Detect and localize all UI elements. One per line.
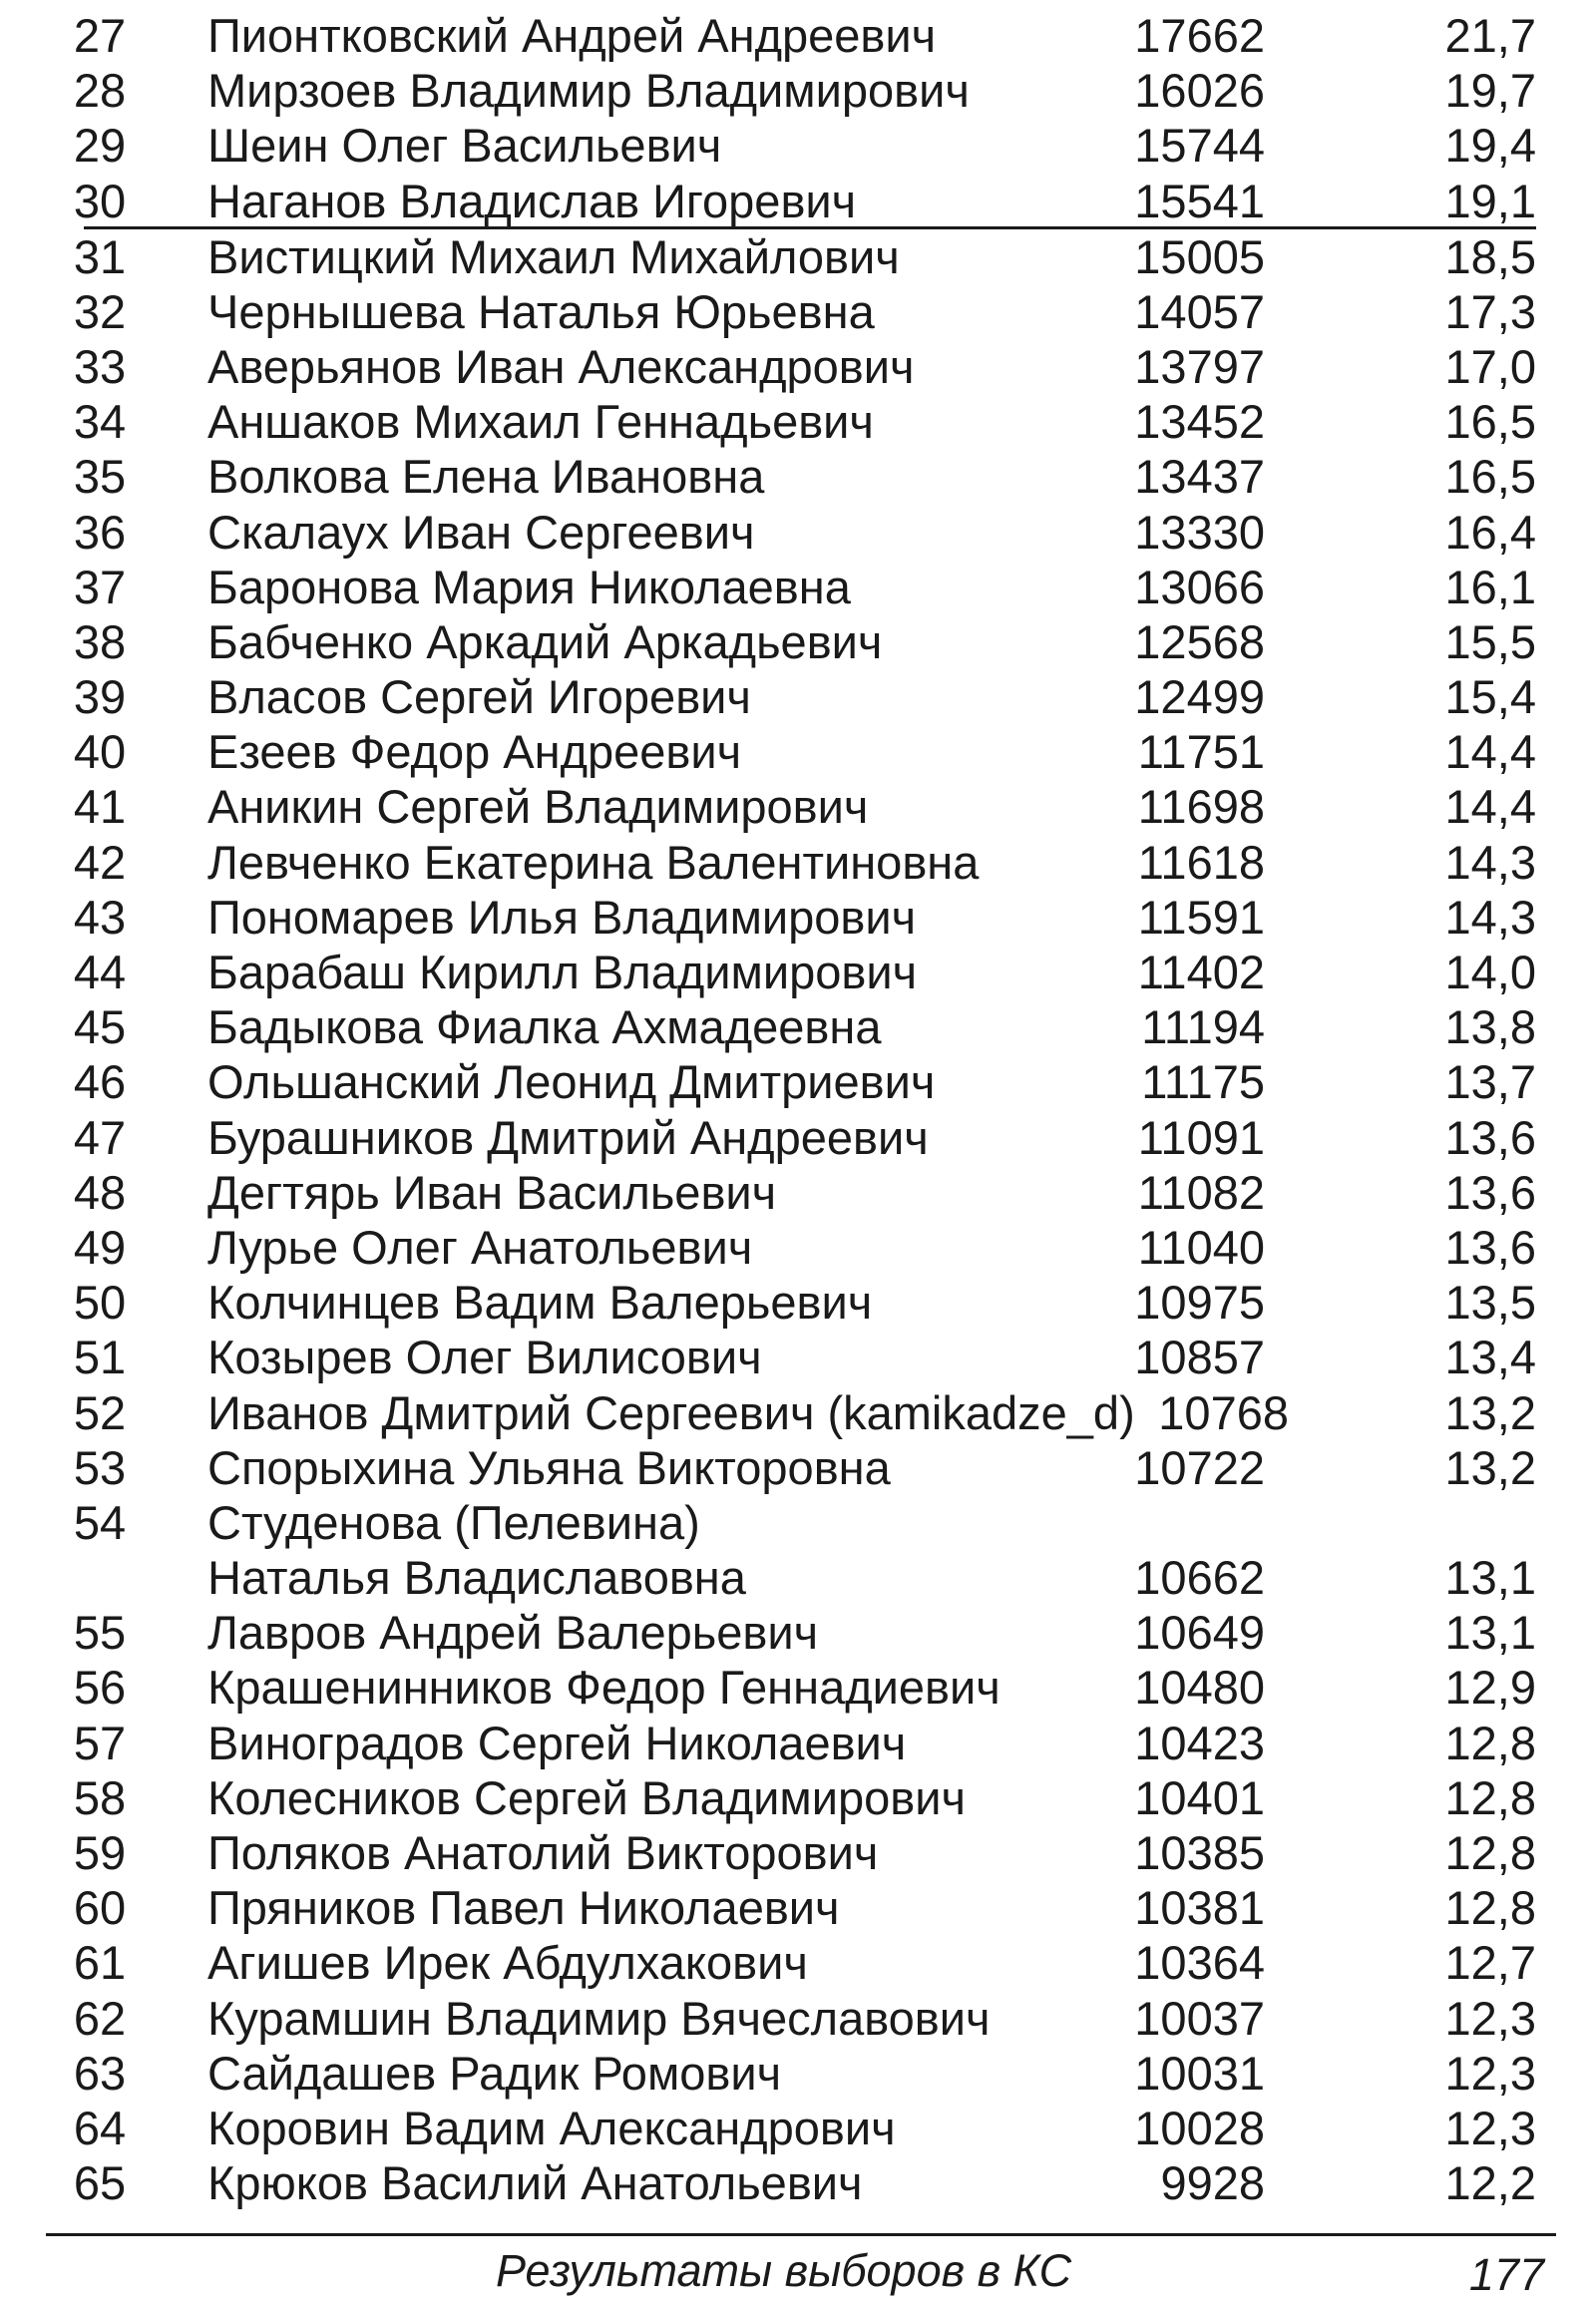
vote-percent: 12,3: [1444, 2046, 1536, 2100]
vote-percent: 13,8: [1444, 1000, 1536, 1054]
row-number: 39: [73, 670, 127, 724]
row-number: 61: [73, 1936, 127, 1990]
table-row: [0, 1330, 1596, 1384]
table-row: [0, 1770, 1596, 1825]
row-number: 59: [73, 1826, 127, 1879]
table-row: [0, 1054, 1596, 1109]
vote-count: 11751: [1137, 725, 1265, 779]
candidate-name: Коровин Вадим Александрович: [207, 2101, 896, 2154]
vote-percent: 12,8: [1444, 1826, 1536, 1879]
vote-count: 10649: [1134, 1606, 1265, 1660]
vote-percent: 14,3: [1444, 890, 1536, 944]
vote-count: 10975: [1134, 1276, 1265, 1330]
candidate-name: Бадыкова Фиалка Ахмадеевна: [207, 1000, 882, 1054]
candidate-name: Бабченко Аркадий Аркадьевич: [207, 614, 883, 668]
table-row: [0, 505, 1596, 560]
row-number: 46: [73, 1055, 127, 1109]
candidate-name: Скалаух Иван Сергеевич: [207, 505, 755, 559]
candidate-name: Наталья Владиславовна: [207, 1551, 746, 1605]
vote-count: 10768: [1158, 1385, 1289, 1439]
candidate-name: Пионтковский Андрей Андреевич: [207, 9, 937, 62]
vote-percent: 19,1: [1444, 174, 1536, 227]
vote-count: 11091: [1137, 1110, 1265, 1164]
candidate-name: Спорыхина Ульяна Викторовна: [207, 1440, 891, 1494]
vote-percent: 12,7: [1444, 1936, 1536, 1990]
table-row: [0, 1440, 1596, 1495]
vote-percent: 14,3: [1444, 835, 1536, 889]
vote-count: 10423: [1134, 1716, 1265, 1769]
table-row: [0, 394, 1596, 449]
table-row: [0, 118, 1596, 173]
vote-percent: 13,2: [1444, 1440, 1536, 1494]
table-row: [0, 1550, 1596, 1605]
candidate-name: Барабаш Кирилл Владимирович: [207, 946, 918, 998]
row-number: 37: [73, 560, 127, 613]
table-row: [0, 1220, 1596, 1275]
table-row: [0, 1165, 1596, 1220]
page-number: 177: [1468, 2249, 1544, 2300]
vote-count: 12499: [1134, 670, 1265, 724]
vote-count: 16026: [1134, 64, 1265, 118]
vote-percent: 13,4: [1444, 1331, 1536, 1384]
row-number: 52: [73, 1385, 127, 1439]
candidate-name: Виноградов Сергей Николаевич: [207, 1716, 907, 1769]
table-row: [0, 8, 1596, 63]
vote-percent: 12,9: [1444, 1661, 1536, 1715]
candidate-name: Пономарев Илья Владимирович: [207, 890, 917, 944]
table-row: [0, 284, 1596, 339]
row-number: 53: [73, 1440, 127, 1494]
table-row: [0, 835, 1596, 890]
candidate-name: Колчинцев Вадим Валерьевич: [207, 1276, 873, 1330]
vote-count: 15744: [1134, 119, 1265, 173]
vote-percent: 14,4: [1444, 725, 1536, 779]
vote-count: 10028: [1134, 2101, 1265, 2154]
vote-percent: 13,6: [1444, 1165, 1536, 1219]
vote-count: 10401: [1134, 1770, 1265, 1824]
vote-count: 10037: [1134, 1991, 1265, 2045]
candidate-name: Ольшанский Леонид Дмитриевич: [207, 1055, 936, 1109]
table-row: [0, 339, 1596, 394]
row-number: 43: [73, 890, 127, 944]
candidate-name: Крашенинников Федор Геннадиевич: [207, 1661, 1000, 1715]
row-number: 58: [73, 1770, 127, 1824]
table-row: [0, 560, 1596, 614]
vote-percent: 13,5: [1444, 1276, 1536, 1330]
table-row: [0, 2046, 1596, 2101]
row-number: 49: [73, 1220, 127, 1274]
vote-count: 11082: [1137, 1165, 1265, 1219]
vote-count: 15541: [1134, 174, 1265, 227]
vote-count: 13330: [1134, 505, 1265, 559]
vote-count: 9928: [1160, 2156, 1265, 2210]
row-number: 60: [73, 1881, 127, 1935]
row-number: 36: [73, 505, 127, 559]
table-row: [0, 2155, 1596, 2210]
table-row: [0, 1495, 1596, 1550]
vote-percent: 12,2: [1444, 2156, 1536, 2210]
vote-percent: 12,3: [1444, 1991, 1536, 2045]
candidate-name: Лурье Олег Анатольевич: [207, 1220, 753, 1274]
table-row: [0, 1660, 1596, 1715]
vote-percent: 21,7: [1444, 9, 1536, 62]
candidate-name: Иванов Дмитрий Сергеевич (kamikadze_d): [207, 1385, 1135, 1439]
candidate-name: Аверьянов Иван Александрович: [207, 339, 915, 393]
candidate-name: Власов Сергей Игоревич: [207, 670, 751, 724]
table-row: [0, 449, 1596, 504]
row-number: 42: [73, 835, 127, 889]
table-row: [0, 999, 1596, 1054]
vote-count: 10364: [1134, 1936, 1265, 1990]
footer-title: Результаты выборов в КС: [496, 2245, 1072, 2296]
table-row: [0, 724, 1596, 779]
table-row: [0, 614, 1596, 669]
vote-count: 11402: [1137, 946, 1265, 998]
row-number: 31: [73, 229, 127, 283]
vote-percent: 13,6: [1444, 1220, 1536, 1274]
table-row: [0, 1880, 1596, 1935]
candidate-name: Курамшин Владимир Вячеславович: [207, 1991, 991, 2045]
vote-percent: 13,1: [1444, 1606, 1536, 1660]
row-number: 45: [73, 1000, 127, 1054]
vote-percent: 17,3: [1444, 284, 1536, 338]
table-row: [0, 1825, 1596, 1880]
row-number: 35: [73, 450, 127, 504]
table-row: [0, 890, 1596, 945]
row-number: 57: [73, 1716, 127, 1769]
vote-percent: 13,7: [1444, 1055, 1536, 1109]
row-number: 44: [73, 946, 127, 998]
vote-percent: 16,5: [1444, 450, 1536, 504]
candidate-name: Мирзоев Владимир Владимирович: [207, 64, 970, 118]
candidate-name: Агишев Ирек Абдулхакович: [207, 1936, 808, 1990]
candidate-name: Аншаков Михаил Геннадьевич: [207, 395, 874, 449]
table-row: [0, 1385, 1596, 1440]
vote-percent: 13,1: [1444, 1551, 1536, 1605]
table-row: [0, 779, 1596, 834]
vote-percent: 18,5: [1444, 229, 1536, 283]
vote-count: 10662: [1134, 1551, 1265, 1605]
vote-count: 10381: [1134, 1881, 1265, 1935]
vote-percent: 17,0: [1444, 339, 1536, 393]
vote-count: 10857: [1134, 1331, 1265, 1384]
candidate-name: Бурашников Дмитрий Андреевич: [207, 1110, 929, 1164]
row-number: 38: [73, 614, 127, 668]
vote-count: 10722: [1134, 1440, 1265, 1494]
candidate-name: Козырев Олег Вилисович: [207, 1331, 762, 1384]
vote-percent: 13,2: [1444, 1385, 1536, 1439]
vote-count: 10385: [1134, 1826, 1265, 1879]
vote-count: 11591: [1137, 890, 1265, 944]
vote-count: 17662: [1134, 9, 1265, 62]
candidate-name: Наганов Владислав Игоревич: [207, 174, 857, 227]
row-number: 32: [73, 284, 127, 338]
vote-count: 11618: [1137, 835, 1265, 889]
candidate-name: Поляков Анатолий Викторович: [207, 1826, 879, 1879]
vote-count: 10031: [1134, 2046, 1265, 2100]
vote-percent: 12,8: [1444, 1881, 1536, 1935]
table-row: [0, 669, 1596, 724]
vote-percent: 19,7: [1444, 64, 1536, 118]
candidate-name: Крюков Василий Анатольевич: [207, 2156, 863, 2210]
table-row: [0, 1935, 1596, 1990]
table-row: [0, 945, 1596, 999]
candidate-name: Баронова Мария Николаевна: [207, 560, 851, 613]
vote-percent: 12,3: [1444, 2101, 1536, 2154]
footer-divider: [46, 2233, 1556, 2236]
vote-count: 13797: [1134, 339, 1265, 393]
row-number: 54: [73, 1495, 127, 1549]
candidate-name: Лавров Андрей Валерьевич: [207, 1606, 819, 1660]
table-row: [0, 229, 1596, 284]
vote-percent: 16,4: [1444, 505, 1536, 559]
table-row: [0, 1275, 1596, 1330]
vote-percent: 13,6: [1444, 1110, 1536, 1164]
candidate-name: Пряников Павел Николаевич: [207, 1881, 840, 1935]
vote-percent: 14,0: [1444, 946, 1536, 998]
vote-percent: 16,5: [1444, 395, 1536, 449]
row-number: 55: [73, 1606, 127, 1660]
candidate-name: Дегтярь Иван Васильевич: [207, 1165, 777, 1219]
candidate-name: Аникин Сергей Владимирович: [207, 780, 869, 834]
vote-count: 13452: [1134, 395, 1265, 449]
vote-count: 14057: [1134, 284, 1265, 338]
row-number: 33: [73, 339, 127, 393]
candidate-name: Волкова Елена Ивановна: [207, 450, 765, 504]
row-number: 63: [73, 2046, 127, 2100]
table-row: [0, 1110, 1596, 1165]
vote-count: 11194: [1141, 1000, 1265, 1054]
row-number: 29: [73, 119, 127, 173]
candidate-name: Вистицкий Михаил Михайлович: [207, 229, 900, 283]
vote-percent: 12,8: [1444, 1716, 1536, 1769]
row-number: 62: [73, 1991, 127, 2045]
table-row: [0, 1716, 1596, 1770]
row-number: 41: [73, 780, 127, 834]
table-row: [0, 2101, 1596, 2155]
vote-percent: 19,4: [1444, 119, 1536, 173]
results-table: [0, 8, 1596, 2210]
candidate-name: Шеин Олег Васильевич: [207, 119, 722, 173]
vote-count: 13437: [1134, 450, 1265, 504]
vote-percent: 15,4: [1444, 670, 1536, 724]
row-number: 30: [73, 174, 127, 227]
candidate-name: Левченко Екатерина Валентиновна: [207, 835, 980, 889]
table-row: [0, 1991, 1596, 2046]
row-number: 47: [73, 1110, 127, 1164]
candidate-name: Чернышева Наталья Юрьевна: [207, 284, 875, 338]
candidate-name: Студенова (Пелевина): [207, 1495, 700, 1549]
vote-count: 11698: [1137, 780, 1265, 834]
vote-count: 12568: [1134, 614, 1265, 668]
table-row: [0, 63, 1596, 118]
vote-percent: 14,4: [1444, 780, 1536, 834]
vote-count: 10480: [1134, 1661, 1265, 1715]
candidate-name: Сайдашев Радик Ромович: [207, 2046, 782, 2100]
vote-percent: 16,1: [1444, 560, 1536, 613]
row-number: 28: [73, 64, 127, 118]
vote-percent: 15,5: [1444, 614, 1536, 668]
row-number: 40: [73, 725, 127, 779]
vote-count: 11040: [1137, 1220, 1265, 1274]
row-number: 65: [73, 2156, 127, 2210]
table-row: [0, 1605, 1596, 1660]
row-number: 51: [73, 1331, 127, 1384]
row-number: 34: [73, 395, 127, 449]
row-number: 50: [73, 1276, 127, 1330]
row-number: 56: [73, 1661, 127, 1715]
row-number: 64: [73, 2101, 127, 2154]
candidate-name: Колесников Сергей Владимирович: [207, 1770, 966, 1824]
vote-count: 13066: [1134, 560, 1265, 613]
vote-percent: 12,8: [1444, 1770, 1536, 1824]
row-number: 27: [73, 9, 127, 62]
vote-count: 15005: [1134, 229, 1265, 283]
candidate-name: Езеев Федор Андреевич: [207, 725, 742, 779]
table-row: [73, 174, 1536, 229]
vote-count: 11175: [1141, 1055, 1265, 1109]
row-number: 48: [73, 1165, 127, 1219]
